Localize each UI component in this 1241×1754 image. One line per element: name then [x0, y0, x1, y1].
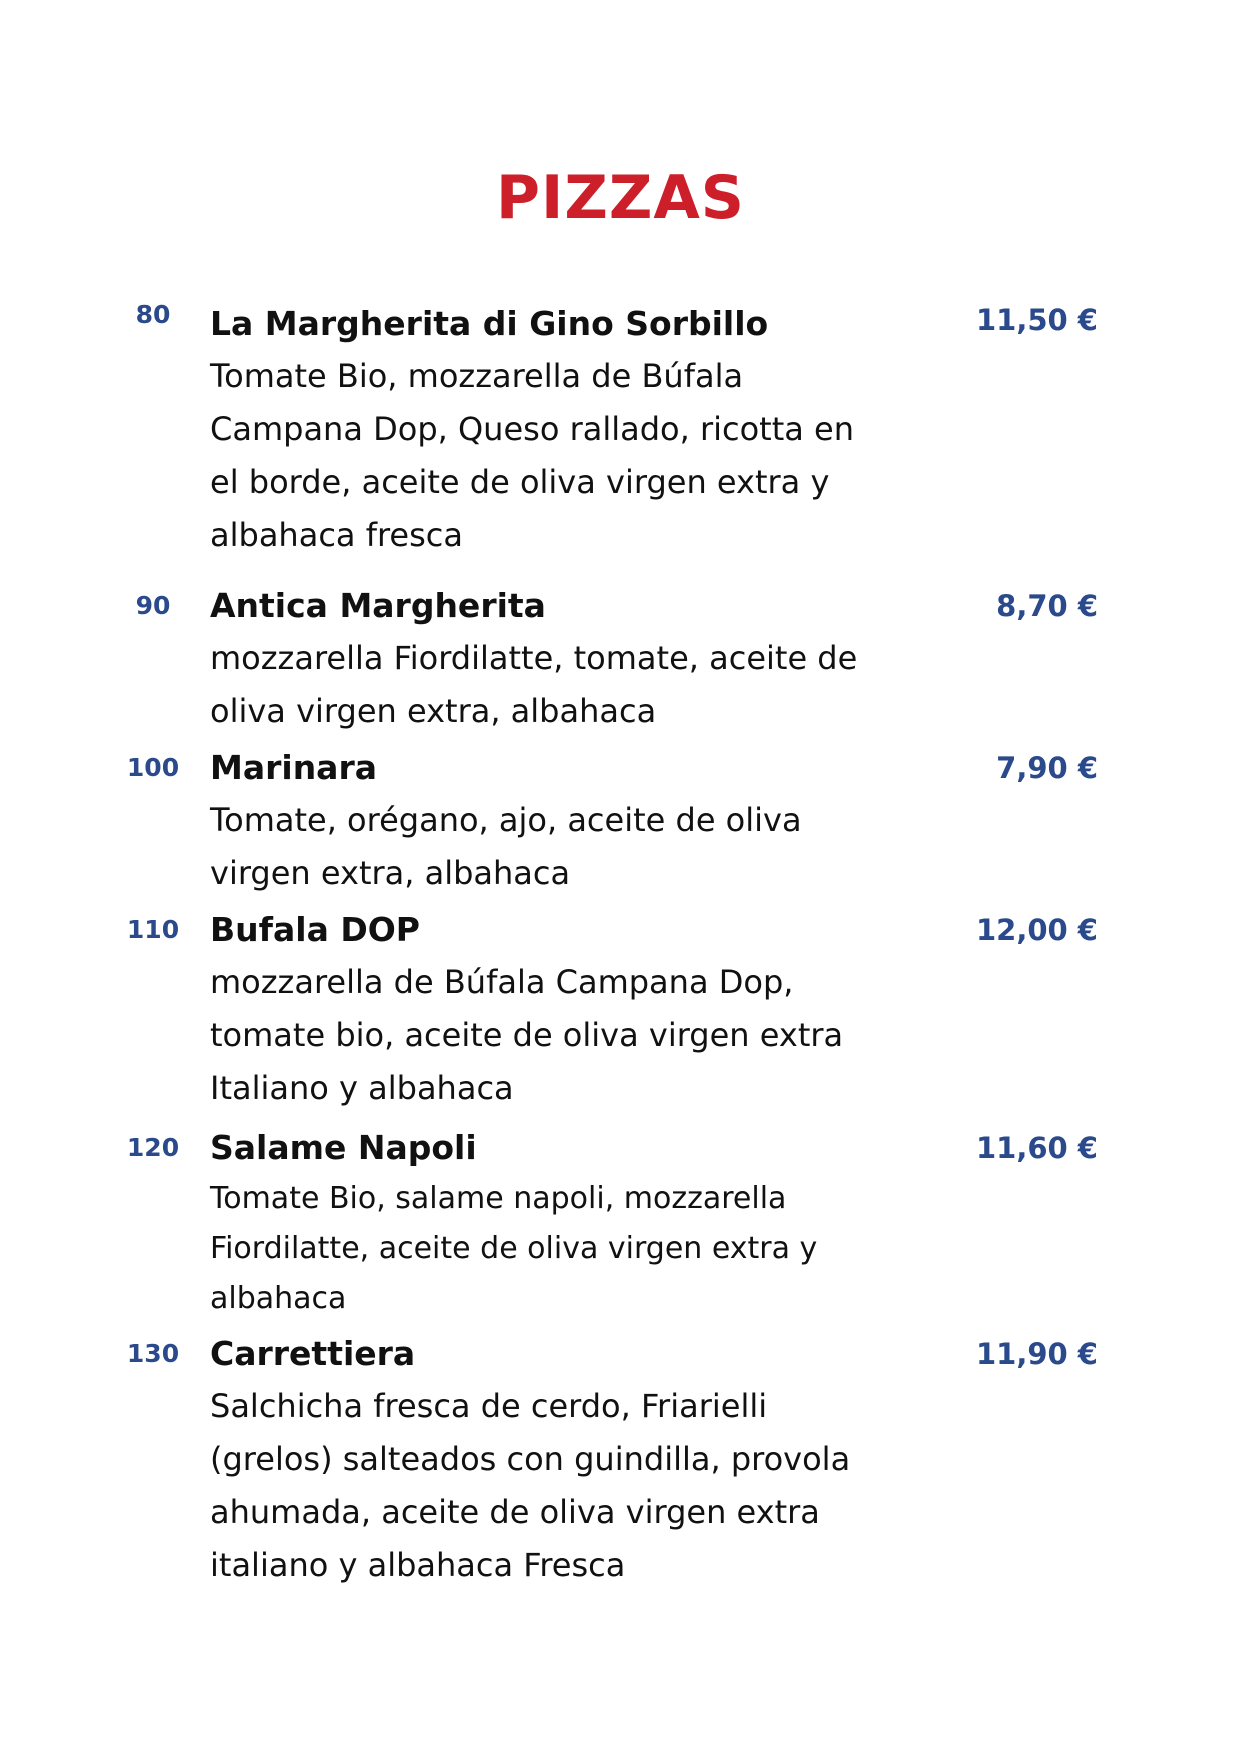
item-number: 90: [135, 591, 171, 620]
item-name: Salame Napoli: [210, 1128, 477, 1167]
description-line: tomate bio, aceite de oliva virgen extra: [210, 1016, 844, 1054]
description-line: Fiordilatte, aceite de oliva virgen extra y: [210, 1231, 818, 1266]
item-description: [210, 1380, 910, 1592]
item-price: 11,50 €: [975, 303, 1098, 337]
item-number: 100: [126, 753, 180, 782]
description-line: Salchicha fresca de cerdo, Friarielli: [210, 1387, 768, 1425]
item-name: Bufala DOP: [210, 910, 420, 949]
item-description: [210, 794, 910, 900]
item-number: 120: [126, 1133, 180, 1162]
item-number: 110: [126, 915, 180, 944]
item-price: 7,90 €: [996, 751, 1098, 785]
item-name: Carrettiera: [210, 1334, 416, 1373]
description-line: albahaca: [210, 1281, 347, 1316]
description-line: (grelos) salteados con guindilla, provola: [210, 1440, 851, 1478]
page-title: PIZZAS: [496, 163, 745, 233]
description-line: Tomate Bio, salame napoli, mozzarella: [210, 1181, 787, 1216]
description-line: virgen extra, albahaca: [210, 854, 571, 892]
item-description: [210, 1174, 910, 1324]
item-description: [210, 956, 910, 1115]
description-line: mozzarella Fiordilatte, tomate, aceite de: [210, 639, 858, 677]
description-line: Tomate Bio, mozzarella de Búfala: [210, 357, 744, 395]
description-line: ahumada, aceite de oliva virgen extra: [210, 1493, 820, 1531]
description-line: Italiano y albahaca: [210, 1069, 514, 1107]
description-line: el borde, aceite de oliva virgen extra y: [210, 463, 830, 501]
item-number: 80: [135, 300, 171, 329]
item-name: La Margherita di Gino Sorbillo: [210, 304, 769, 343]
item-price: 12,00 €: [975, 913, 1098, 947]
item-price: 8,70 €: [996, 589, 1098, 623]
description-line: Campana Dop, Queso rallado, ricotta en: [210, 410, 855, 448]
description-line: italiano y albahaca Fresca: [210, 1546, 626, 1584]
item-number: 130: [126, 1339, 180, 1368]
item-price: 11,90 €: [975, 1337, 1098, 1371]
description-line: albahaca fresca: [210, 516, 463, 554]
item-name: Marinara: [210, 748, 377, 787]
item-price: 11,60 €: [975, 1131, 1098, 1165]
description-line: oliva virgen extra, albahaca: [210, 692, 657, 730]
description-line: Tomate, orégano, ajo, aceite de oliva: [210, 801, 802, 839]
item-name: Antica Margherita: [210, 586, 546, 625]
item-description: [210, 632, 910, 738]
item-description: [210, 350, 910, 562]
description-line: mozzarella de Búfala Campana Dop,: [210, 963, 794, 1001]
